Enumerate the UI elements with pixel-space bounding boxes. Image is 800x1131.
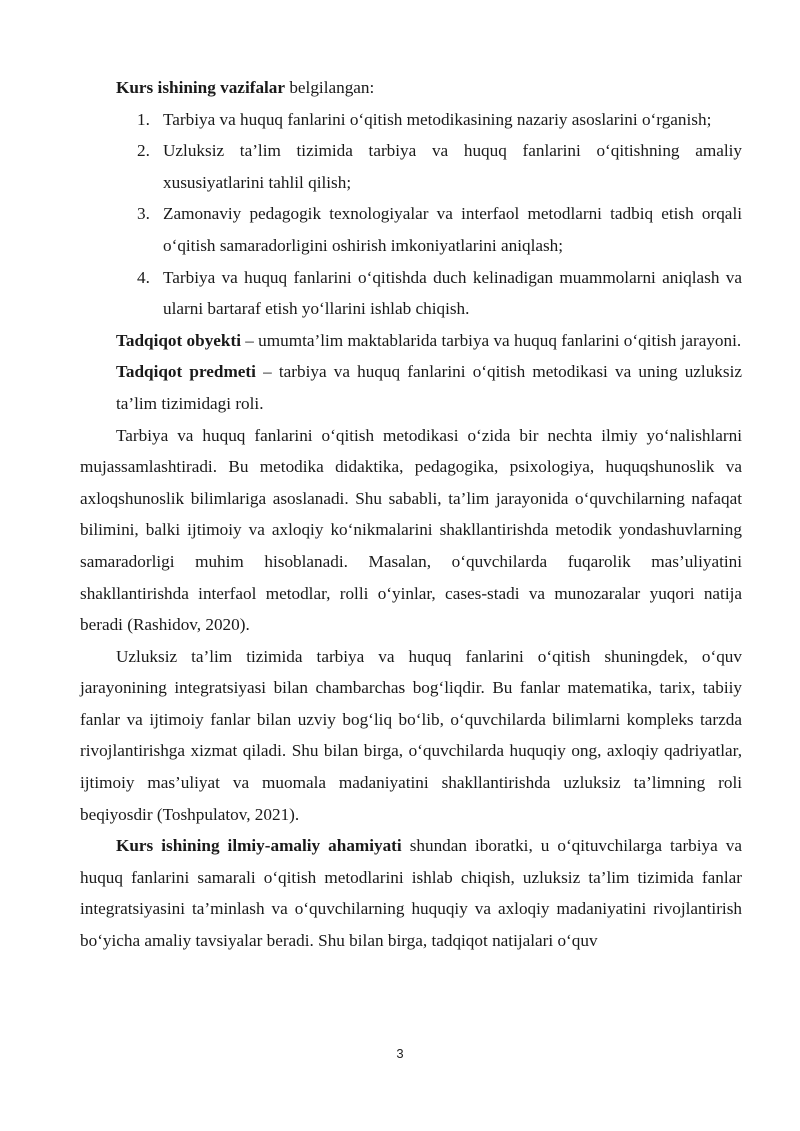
task-text: Tarbiya va huquq fanlarini o‘qitish metodikasining nazariy asoslarini o‘rganish; (163, 109, 712, 129)
research-object-bold: Tadqiqot obyekti (116, 330, 241, 350)
task-item (137, 198, 742, 261)
tasks-list (80, 104, 742, 325)
body-paragraph-1: Tarbiya va huquq fanlarini o‘qitish metodikasi o‘zida bir nechta ilmiy yo‘nalishlarni mujassamlashtiradi. Bu metodika didaktika, pedagogika, psixologiya, huquqshunoslik va axloqshunoslik bilimlariga asoslanadi. Shu sababli, ta’lim jarayonida o‘quvchilarning nafaqat bilimini, balki ijtimoiy va axloqiy ko‘nikmalarini shakllantirishda metodik yondashuvlarning samaradorligi muhim hisoblanadi. Masalan, o‘quvchilarda fuqarolik mas’uliyatini shakllantirishda interfaol metodlar, rolli o‘yinlar, cases-stadi va munozaralar yuqori natija beradi (Rashidov, 2020). (80, 425, 742, 635)
research-object (80, 325, 742, 357)
task-number: 2. (137, 141, 150, 161)
task-item (137, 135, 742, 198)
task-text: Zamonaviy pedagogik texnologiyalar va interfaol metodlarni tadbiq etish orqali o‘qitish samaradorligini oshirish imkoniyatlarini aniqlash; (163, 204, 742, 255)
task-number: 4. (137, 267, 150, 287)
research-subject-text: – tarbiya va huquq fanlarini o‘qitish metodikasi va uning uzluksiz ta’lim tizimidagi roli. (116, 362, 742, 413)
research-subject-bold: Tadqiqot predmeti (116, 362, 256, 382)
document-page (80, 72, 742, 957)
tasks-intro (80, 72, 742, 104)
task-text: Tarbiya va huquq fanlarini o‘qitishda duch kelinadigan muammolarni aniqlash va ularni bartaraf etish yo‘llarini ishlab chiqish. (163, 267, 742, 319)
task-text: Uzluksiz ta’lim tizimida tarbiya va huquq fanlarini o‘qitishning amaliy xususiyatlarini tahlil qilish; (163, 141, 742, 192)
task-item (137, 104, 742, 136)
task-number: 3. (137, 204, 150, 224)
significance-bold: Kurs ishining ilmiy-amaliy ahamiyati (116, 836, 402, 856)
research-subject (80, 356, 742, 419)
page-number: 3 (396, 1046, 404, 1061)
tasks-intro-text: belgilangan: (285, 78, 375, 97)
task-number: 1. (137, 109, 150, 129)
tasks-intro-bold: Kurs ishining vazifalar (116, 78, 286, 97)
body-paragraph-2: Uzluksiz ta’lim tizimida tarbiya va huquq fanlarini o‘qitish shuningdek, o‘quv jarayonining integratsiyasi bilan chambarchas bog‘liqdir. Bu fanlar matematika, tarix, tabiiy fanlar va ijtimoiy fanlar bilan uzviy bog‘liq bo‘lib, o‘quvchilarda bilimlarni kompleks tarzda rivojlantirishga xizmat qiladi. Shu bilan birga, o‘quvchilarda huquqiy ong, axloqiy qadriyatlar, ijtimoiy mas’uliyat va muomala madaniyatini shakllantirishda uzluksiz ta’limning roli beqiyosdir (Toshpulatov, 2021). (80, 646, 742, 824)
task-item (137, 262, 742, 325)
significance-text: shundan iboratki, u o‘qituvchilarga tarbiya va huquq fanlarini samarali o‘qitish metodlarini ishlab chiqish, uzluksiz ta’lim tizimida fanlar integratsiyasini ta’minlash va o‘quvchilarning huquqiy va axloqiy madaniyatini rivojlantirish bo‘yicha amaliy tavsiyalar beradi. Shu bilan birga, tadqiqot natijalari o‘quv (80, 836, 742, 951)
research-object-text: – umumta’lim maktablarida tarbiya va huquq fanlarini o‘qitish jarayoni. (240, 330, 742, 350)
significance-paragraph (80, 830, 742, 956)
